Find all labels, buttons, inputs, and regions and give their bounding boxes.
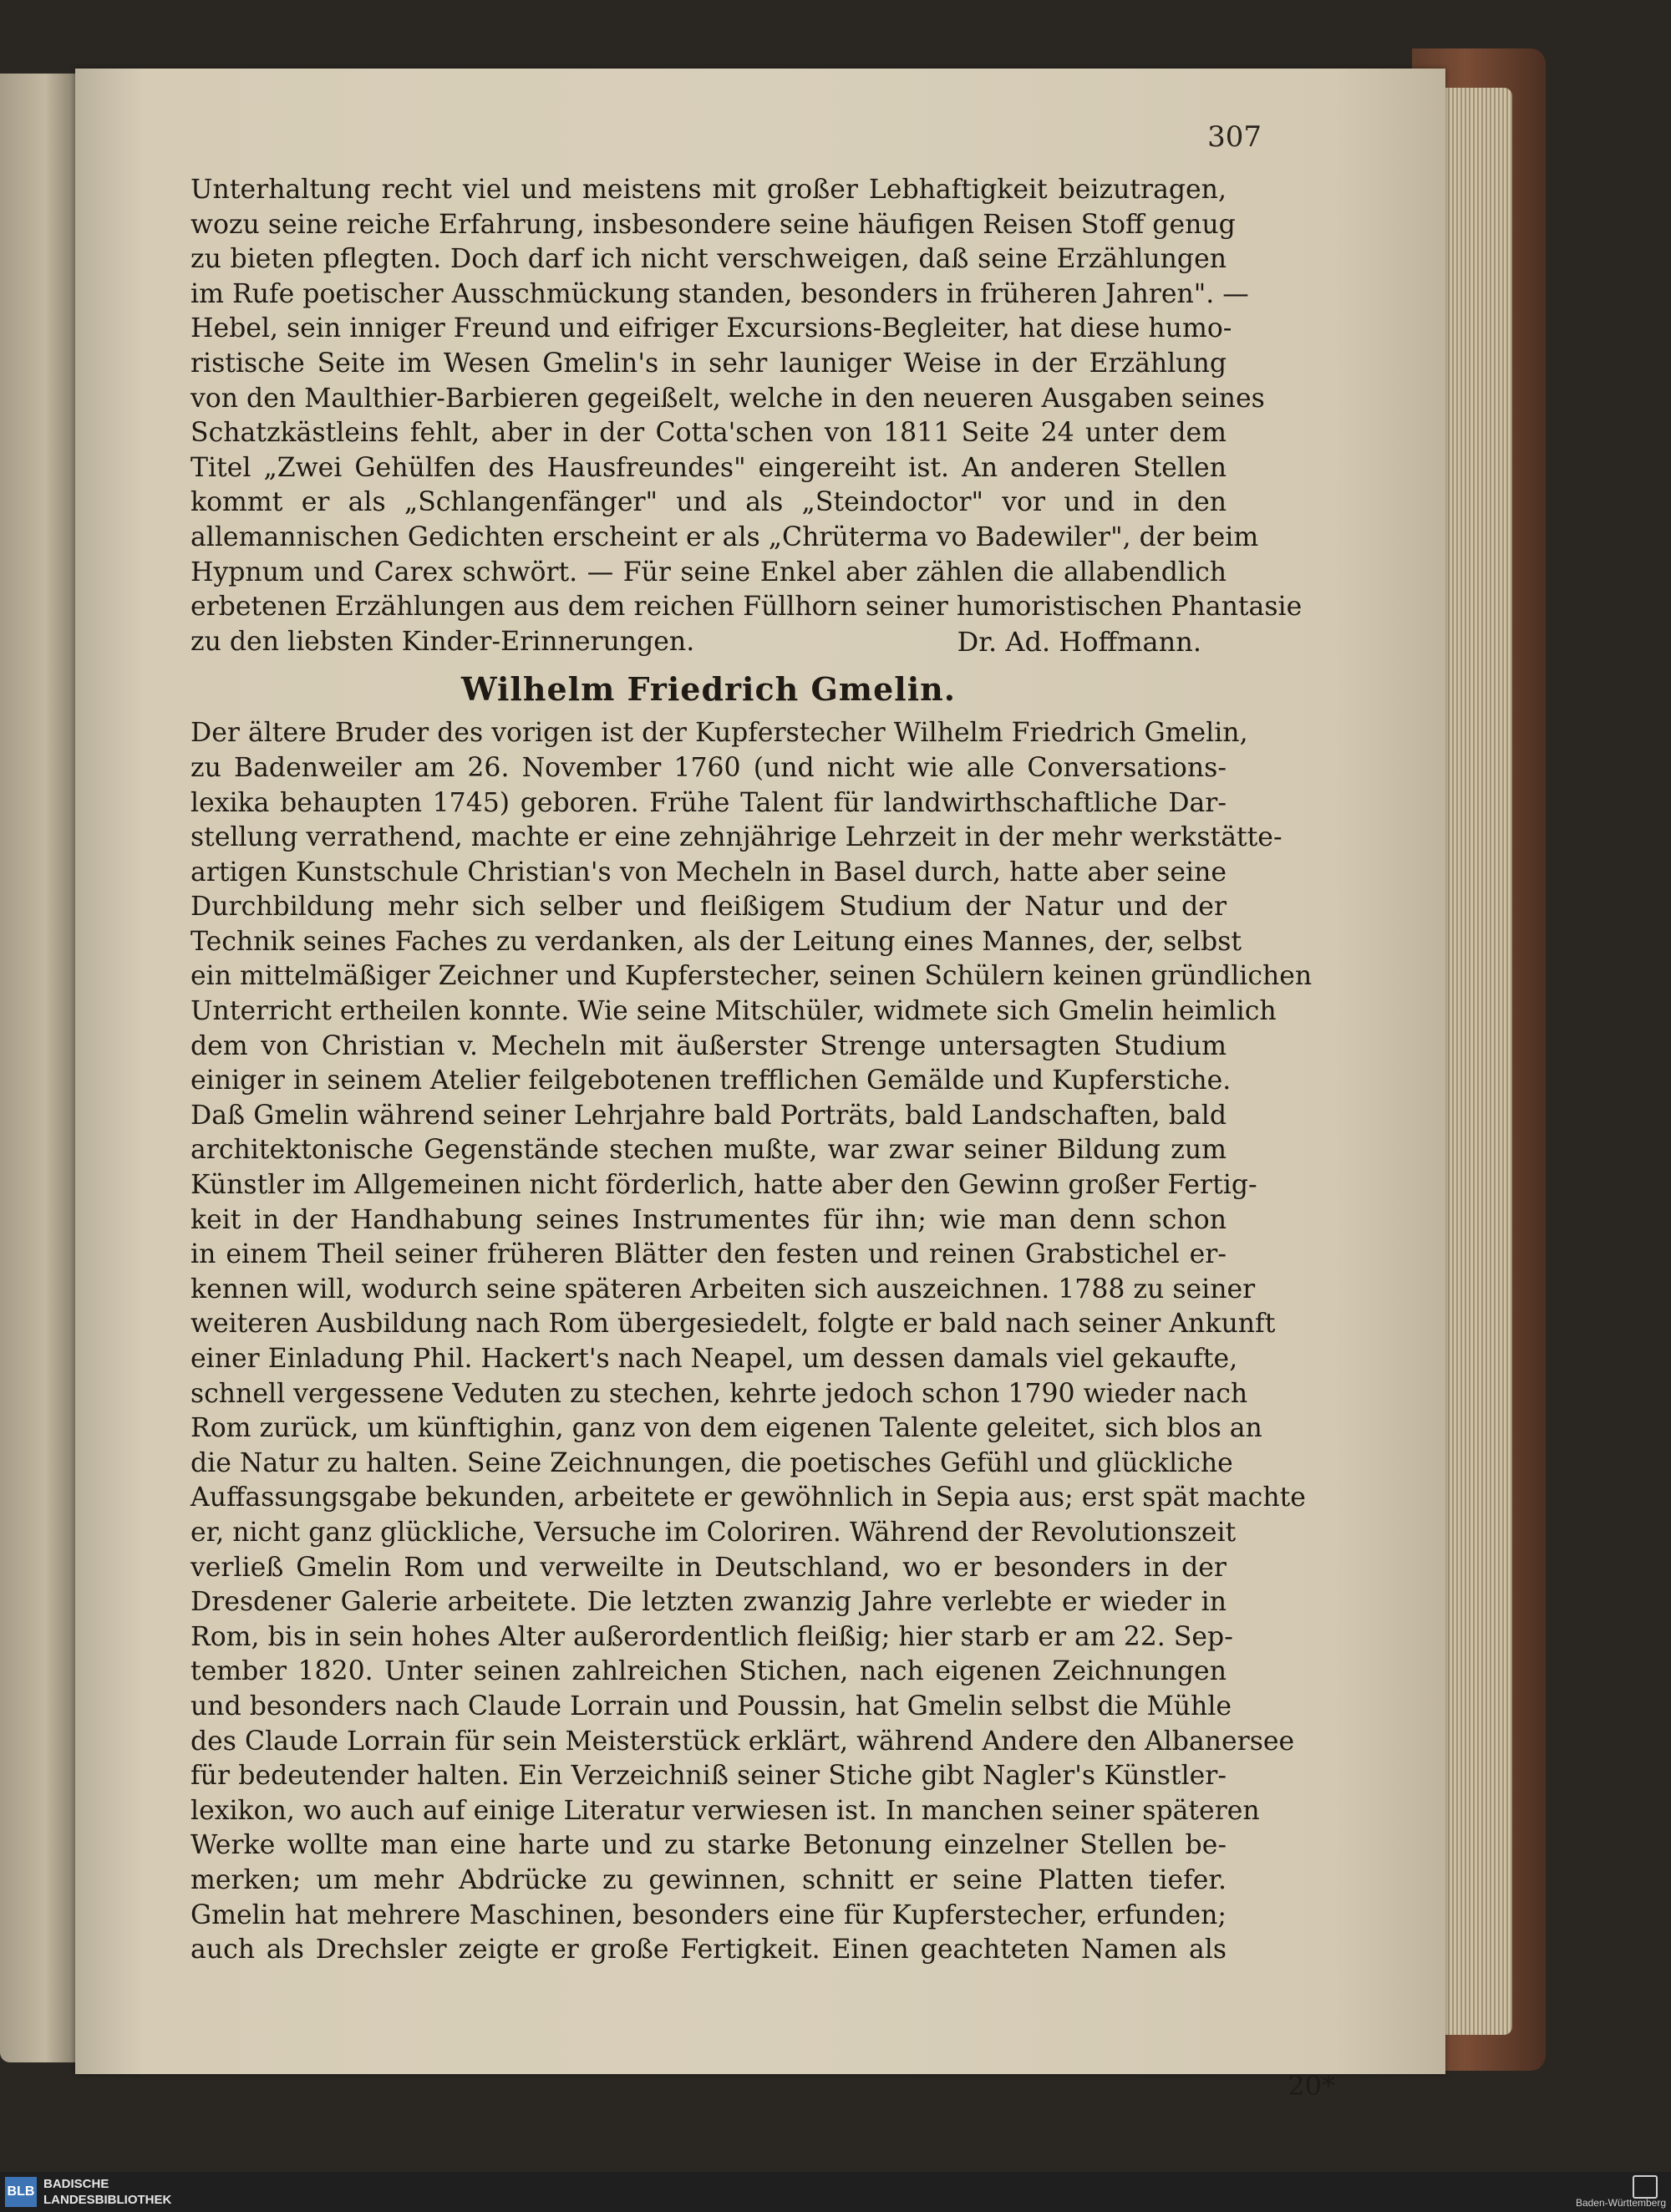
text-line: dem von Christian v. Mecheln mit äußerster Strenge untersagten Studium (190, 1030, 1227, 1061)
left-page-edge (0, 74, 75, 2062)
text-line: Werke wollte man eine harte und zu starke Betonung einzelner Stellen be- (190, 1830, 1227, 1861)
book-page (75, 69, 1445, 2102)
crest-icon (1633, 2175, 1658, 2199)
text-line: Hypnum und Carex schwört. — Für seine Enkel aber zählen die allabendlich (190, 557, 1227, 587)
text-line: kennen will, wodurch seine späteren Arbeiten sich auszeichnen. 1788 zu seiner (190, 1274, 1256, 1304)
library-name-line1: BADISCHE (43, 2177, 109, 2191)
article-body (190, 716, 1313, 1967)
text-line: lexikon, wo auch auf einige Literatur verwiesen ist. In manchen seiner späteren (190, 1795, 1260, 1826)
page-number: 307 (1207, 120, 1262, 154)
text-line: Daß Gmelin während seiner Lehrjahre bald Porträts, bald Landschaften, bald (190, 1100, 1227, 1131)
text-line: Der ältere Bruder des vorigen ist der Kupferstecher Wilhelm Friedrich Gmelin, (190, 718, 1248, 749)
closing-line (190, 625, 1227, 660)
text-line: Hebel, sein inniger Freund und eifriger Excursions-Begleiter, hat diese humo- (190, 313, 1232, 344)
text-line: und besonders nach Claude Lorrain und Poussin, hat Gmelin selbst die Mühle (190, 1691, 1232, 1721)
library-name-line2: LANDESBIBLIOTHEK (43, 2193, 172, 2207)
text-line: Künstler im Allgemeinen nicht förderlich, hatte aber den Gewinn großer Fertig- (190, 1170, 1257, 1201)
text-line: weiteren Ausbildung nach Rom übergesiedelt, folgte er bald nach seiner Ankunft (190, 1309, 1276, 1340)
text-line: des Claude Lorrain für sein Meisterstück erklärt, während Andere den Albanersee (190, 1726, 1295, 1757)
text-line: einer Einladung Phil. Hackert's nach Neapel, um dessen damals viel gekaufte, (190, 1344, 1238, 1374)
text-line: verließ Gmelin Rom und verweilte in Deutschland, wo er besonders in der (190, 1552, 1227, 1583)
text-line: für bedeutender halten. Ein Verzeichniß seiner Stiche gibt Nagler's Künstler- (190, 1761, 1227, 1792)
article-heading: Wilhelm Friedrich Gmelin. (460, 670, 957, 709)
text-line: im Rufe poetischer Ausschmückung standen, besonders in früheren Jahren". — (190, 278, 1249, 309)
signature-mark: 20* (1288, 2070, 1335, 2102)
text-line: Titel „Zwei Gehülfen des Hausfreundes" eingereiht ist. An anderen Stellen (190, 452, 1227, 483)
text-line: Schatzkästleins fehlt, aber in der Cotta'schen von 1811 Seite 24 unter dem (190, 418, 1227, 449)
text-line: Unterricht ertheilen konnte. Wie seine Mitschüler, widmete sich Gmelin heimlich (190, 996, 1277, 1027)
text-line: ristische Seite im Wesen Gmelin's in sehr launiger Weise in der Erzählung (190, 348, 1227, 379)
text-line: tember 1820. Unter seinen zahlreichen Stichen, nach eigenen Zeichnungen (190, 1656, 1227, 1687)
closing-text: zu den liebsten Kinder-Erinnerungen. (190, 626, 695, 657)
text-line: merken; um mehr Abdrücke zu gewinnen, schnitt er seine Platten tiefer. (190, 1864, 1227, 1895)
text-line: erbetenen Erzählungen aus dem reichen Füllhorn seiner humoristischen Phantasie (190, 592, 1303, 623)
text-line: Rom zurück, um künftighin, ganz von dem eigenen Talente geleitet, sich blos an (190, 1413, 1262, 1444)
text-line: die Natur zu halten. Seine Zeichnungen, die poetisches Gefühl und glückliche (190, 1447, 1233, 1478)
text-line: artigen Kunstschule Christian's von Mecheln in Basel durch, hatte aber seine (190, 857, 1227, 887)
text-line: Dresdener Galerie arbeitete. Die letzten zwanzig Jahre verlebte er wieder in (190, 1587, 1227, 1618)
text-line: auch als Drechsler zeigte er große Fertigkeit. Einen geachteten Namen als (190, 1935, 1227, 1965)
text-line: Durchbildung mehr sich selber und fleißigem Studium der Natur und der (190, 892, 1227, 923)
text-line: in einem Theil seiner früheren Blätter den festen und reinen Grabstichel er- (190, 1239, 1227, 1270)
text-line: Unterhaltung recht viel und meistens mit großer Lebhaftigkeit beizutragen, (190, 175, 1227, 205)
text-line: keit in der Handhabung seines Instrumentes für ihn; wie man denn schon (190, 1204, 1227, 1235)
text-line: lexika behaupten 1745) geboren. Frühe Talent für landwirthschaftliche Dar- (190, 787, 1227, 818)
text-line: kommt er als „Schlangenfänger" und als „Steindoctor" vor und in den (190, 487, 1227, 518)
library-name (43, 2176, 171, 2208)
text-line: stellung verrathend, machte er eine zehnjährige Lehrzeit in der mehr werkstätte- (190, 822, 1282, 853)
author-signature: Dr. Ad. Hoffmann. (957, 625, 1201, 658)
text-line: zu Badenweiler am 26. November 1760 (und nicht wie alle Conversations- (190, 752, 1227, 783)
previous-article-body (190, 173, 1303, 625)
text-line: Auffassungsgabe bekunden, arbeitete er gewöhnlich in Sepia aus; erst spät machte (190, 1482, 1306, 1513)
region-label: Baden-Württemberg (1575, 2197, 1666, 2209)
text-line: zu bieten pflegten. Doch darf ich nicht verschweigen, daß seine Erzählungen (190, 244, 1227, 275)
text-line: schnell vergessene Veduten zu stechen, kehrte jedoch schon 1790 wieder nach (190, 1378, 1248, 1409)
text-line: von den Maulthier-Barbieren gegeißelt, welche in den neueren Ausgaben seines (190, 383, 1265, 414)
text-line: Gmelin hat mehrere Maschinen, besonders eine für Kupferstecher, erfunden; (190, 1899, 1227, 1930)
blb-logo[interactable]: BLB (5, 2177, 37, 2207)
text-line: Technik seines Faches zu verdanken, als der Leitung eines Mannes, der, selbst (190, 926, 1242, 957)
text-line: wozu seine reiche Erfahrung, insbesondere seine häufigen Reisen Stoff genug (190, 209, 1236, 240)
text-line: er, nicht ganz glückliche, Versuche im Coloriren. Während der Revolutionszeit (190, 1517, 1237, 1548)
text-line: architektonische Gegenstände stechen mußte, war zwar seiner Bildung zum (190, 1135, 1227, 1166)
text-block (190, 173, 1313, 1968)
text-line: ein mittelmäßiger Zeichner und Kupferstecher, seinen Schülern keinen gründlichen (190, 961, 1313, 992)
text-line: allemannischen Gedichten erscheint er als „Chrüterma vo Badewiler", der beim (190, 521, 1259, 552)
footer-bar (0, 2172, 1671, 2212)
text-line: Rom, bis in sein hohes Alter außerordentlich fleißig; hier starb er am 22. Sep- (190, 1621, 1233, 1652)
text-line: einiger in seinem Atelier feilgebotenen trefflichen Gemälde und Kupferstiche. (190, 1065, 1232, 1096)
